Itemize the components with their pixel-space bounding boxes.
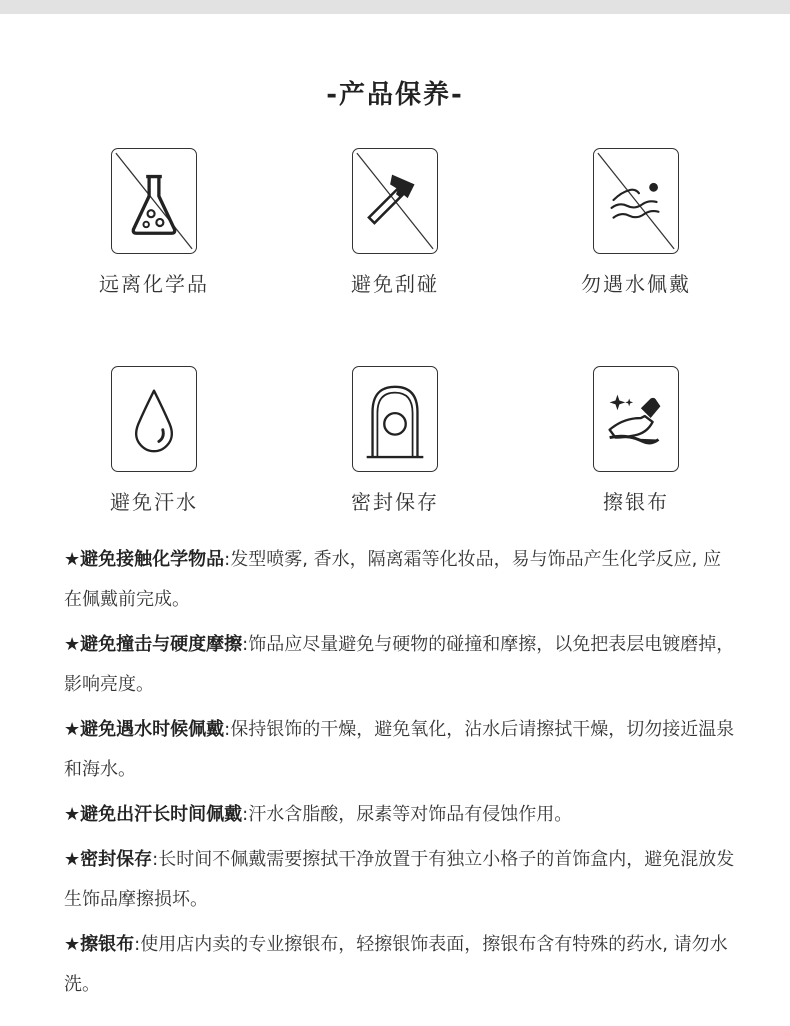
tip-separator: : bbox=[134, 934, 141, 955]
tip-seal bbox=[64, 840, 736, 920]
tip-separator: : bbox=[224, 549, 231, 570]
tip-separator: : bbox=[242, 804, 249, 825]
tip-separator: : bbox=[152, 849, 159, 870]
tip-text: 饰品应尽量避免与硬物的碰撞和摩擦，以免把表层电镀磨掉，影响亮度。 bbox=[64, 634, 735, 695]
star-icon: ★ bbox=[64, 849, 81, 870]
tip-water bbox=[64, 710, 736, 790]
cloth-icon bbox=[593, 366, 679, 472]
care-item-scratch bbox=[295, 148, 495, 297]
icon-label: 避免汗水 bbox=[110, 490, 198, 514]
tip-title: 避免遇水时候佩戴 bbox=[80, 719, 225, 740]
tip-text: 保持银饰的干燥，避免氧化，沾水后请擦拭干燥，切勿接近温泉和海水。 bbox=[64, 719, 735, 780]
icon-label: 勿遇水佩戴 bbox=[581, 272, 691, 296]
tip-text: 发型喷雾, 香水，隔离霜等化妆品，易与饰品产生化学反应, 应在佩戴前完成。 bbox=[64, 549, 722, 610]
flask-crossed-icon bbox=[111, 148, 197, 254]
icon-label: 远离化学品 bbox=[99, 272, 209, 296]
star-icon: ★ bbox=[64, 719, 81, 740]
hammer-crossed-icon bbox=[352, 148, 438, 254]
care-instructions bbox=[64, 540, 736, 1010]
tip-chemicals bbox=[64, 540, 736, 620]
tip-title: 避免出汗长时间佩戴 bbox=[80, 804, 243, 825]
tip-sweat bbox=[64, 795, 736, 835]
sealed-box-icon bbox=[352, 366, 438, 472]
tip-cloth bbox=[64, 925, 736, 1005]
tip-text: 使用店内卖的专业擦银布，轻擦银饰表面，擦银布含有特殊的药水, 请勿水洗。 bbox=[64, 934, 728, 995]
tip-title: 避免接触化学物品 bbox=[80, 549, 225, 570]
icon-label: 擦银布 bbox=[603, 490, 669, 514]
care-item-chemicals bbox=[54, 148, 254, 297]
icon-label: 避免刮碰 bbox=[351, 272, 439, 296]
page-title: -产品保养- bbox=[326, 80, 464, 110]
top-bar bbox=[0, 0, 790, 14]
star-icon: ★ bbox=[64, 934, 81, 955]
tip-separator: : bbox=[224, 719, 231, 740]
care-item-sweat bbox=[54, 366, 254, 515]
tip-title: 密封保存 bbox=[80, 849, 153, 870]
tip-title: 避免撞击与硬度摩擦 bbox=[80, 634, 243, 655]
star-icon: ★ bbox=[64, 634, 81, 655]
care-item-seal bbox=[295, 366, 495, 515]
care-item-cloth bbox=[536, 366, 736, 515]
swimmer-crossed-icon bbox=[593, 148, 679, 254]
tip-impact bbox=[64, 625, 736, 705]
tip-title: 擦银布 bbox=[80, 934, 135, 955]
star-icon: ★ bbox=[64, 549, 81, 570]
care-item-water bbox=[536, 148, 736, 297]
star-icon: ★ bbox=[64, 804, 81, 825]
icon-label: 密封保存 bbox=[351, 490, 439, 514]
tip-text: 汗水含脂酸，尿素等对饰品有侵蚀作用。 bbox=[248, 804, 573, 825]
drop-icon bbox=[111, 366, 197, 472]
tip-separator: : bbox=[242, 634, 249, 655]
tip-text: 长时间不佩戴需要擦拭干净放置于有独立小格子的首饰盒内，避免混放发生饰品摩擦损坏。 bbox=[64, 849, 735, 910]
